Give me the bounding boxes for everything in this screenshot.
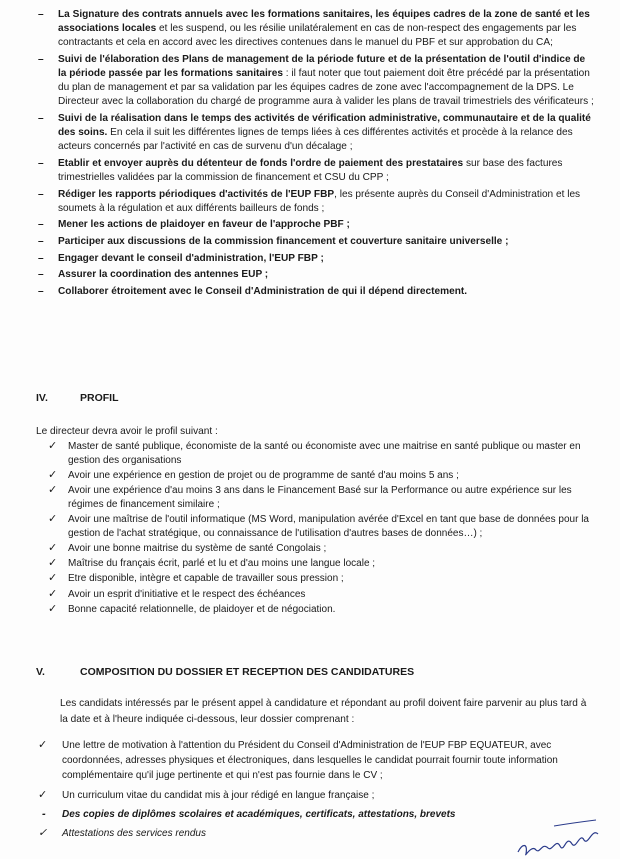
list-item: ✓ Un curriculum vitae du candidat mis à jour rédigé en langue française ; [38,788,598,803]
list-item: ✓ Avoir une bonne maitrise du système de santé Congolais ; [48,541,327,554]
signature-icon [514,814,604,859]
list-item: ✓ Master de santé publique, économiste de la santé ou économiste avec une maitrise en santé publique ou master en gestion des organisations [48,440,581,466]
profile-list [46,440,596,618]
check-icon: ✓ [38,739,48,751]
list-item: ✓ Etre disponible, intègre et capable de travailler sous pression ; [48,572,344,585]
check-icon: ✓ [48,513,58,526]
section-heading-composition: V. COMPOSITION DU DOSSIER ET RECEPTION DES CANDIDATURES [36,666,415,678]
check-icon: ✓ [48,440,58,452]
check-icon: ✓ [48,484,58,497]
list-item: ✓ Avoir une expérience en gestion de projet ou de programme de santé d'au moins 5 ans ; [48,468,459,481]
check-icon: ✓ [48,468,58,481]
list-item: – Mener les actions de plaidoyer en faveur de l'approche PBF ; [38,219,350,231]
list-item: ✓ Avoir une maîtrise de l'outil informatique (MS Word, manipulation avérée d'Excel en tant que base de données pour la gestion de l'achat stratégique, ou connaissance de l'utilisation d'autres bases de données…) ; [48,513,589,539]
check-icon: ✓ [48,541,58,554]
dash-mark: - [42,807,46,820]
list-item: ✓ Avoir une expérience d'au moins 3 ans dans le Financement Basé sur la Performance ou autre expérience sur les régimes de financement similaire ; [48,484,572,510]
responsibilities-list [36,8,596,302]
list-item: ✓ Avoir un esprit d'initiative et le respect des échéances [48,587,306,600]
check-icon: ✓ [38,788,48,801]
list-item: – Assurer la coordination des antennes EUP ; [38,269,269,281]
list-item: ✓ Maîtrise du français écrit, parlé et lu et d'au moins une langue locale ; [48,557,376,570]
list-item: – La Signature des contrats annuels avec les formations sanitaires, les équipes cadres de la zone de santé et les associations locales et les suspend, ou les résilie unilatéralement en cas de non-respect des engagements par les contractants et cela en accord avec les directives contenues dans le manuel du PBF et sur approbation du CA; [38,9,590,49]
list-item: – Rédiger les rapports périodiques d'activités de l'EUP FBP, les présente auprès du Conseil d'Administration et les soumets à la régulation et aux différents bailleurs de fonds ; [38,188,581,214]
section-heading-profil: IV. PROFIL [36,392,119,404]
list-item: – Collaborer étroitement avec le Conseil d'Administration de qui il dépend directement. [38,286,468,298]
list-item: ✓ Attestations des services rendus [38,826,598,841]
list-item: ✓ Bonne capacité relationnelle, de plaidoyer et de négociation. [48,603,336,616]
candidates-paragraph: Les candidats intéressés par le présent appel à candidature et répondant au profil doivent faire parvenir au plus tard à la date et à l'heure indiquée ci-dessous, leur dossier comprenant : [60,698,587,725]
list-item: – Suivi de l'élaboration des Plans de management de la période future et de la présentation de l'outil d'indice de la période passée par les formations sanitaires : il faut noter que tout paiement doit être précédé par la présentation du plan de management et par sa validation par les équipes cadres de zone avec l'accompagnement de la DPS. Le Directeur avec la collaboration du chargé de programme aura à valider les plans de travail trimestriels des vérificateurs ; [38,53,594,108]
check-icon: ✓ [48,603,58,616]
check-icon: ✓ [48,557,58,570]
check-icon: ✓ [38,827,48,840]
list-item: – Engager devant le conseil d'administration, l'EUP FBP ; [38,252,324,264]
check-icon: ✓ [48,572,58,585]
check-icon: ✓ [48,587,58,600]
list-item: – Etablir et envoyer auprès du détenteur de fonds l'ordre de paiement des prestataires sur base des factures trimestrielles validées par la commission de financement et CSU du CPP ; [38,157,563,183]
list-item: – Suivi de la réalisation dans le temps des activités de vérification administrative, communautaire et de la qualité des soins. En cela il suit les différentes lignes de temps liées à ces différentes activités et procède à la relance des acteurs concernés par l'activité en cas de survenu d'un décalage ; [38,112,591,153]
list-item: - Des copies de diplômes scolaires et académiques, certificats, attestations, brevets [38,807,598,822]
profile-intro: Le directeur devra avoir le profil suivant : [36,426,218,437]
list-item: ✓ Une lettre de motivation à l'attention du Président du Conseil d'Administration de l'EUP FBP EQUATEUR, avec coordonnées, adresses physiques et électroniques, dans lesquelles le candidat pourrait fournir toute information complémentaire qu'il juge pertinente et qui n'est pas fournie dans le CV ; [38,739,558,782]
list-item: – Participer aux discussions de la commission financement et couverture sanitaire universelle ; [38,235,509,247]
